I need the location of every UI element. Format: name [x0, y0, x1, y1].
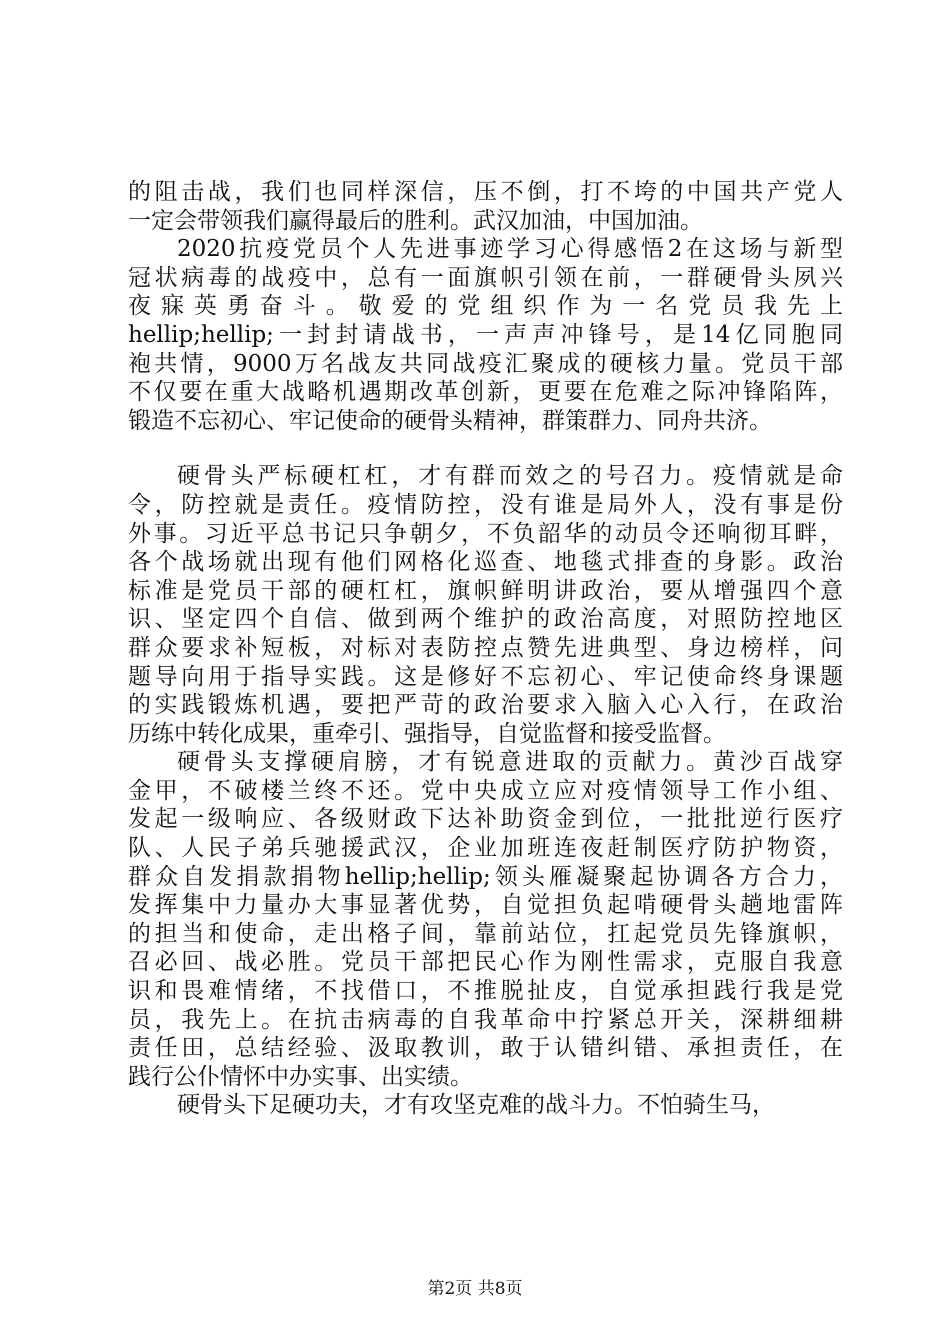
- text-line: 识和畏难情绪，不找借口，不推脱扯皮，自觉承担践行我是党: [128, 978, 843, 1005]
- text-line: hellip;hellip;一封封请战书，一声声冲锋号，是14亿同胞同: [128, 321, 843, 348]
- paragraph-gap: [128, 435, 843, 462]
- paragraph: [128, 748, 843, 1091]
- text-line: 硬骨头严标硬杠杠，才有群而效之的号召力。疫情就是命: [177, 463, 843, 490]
- text-line: 的实践锻炼机遇，要把严苛的政治要求入脑入心入行，在政治: [128, 692, 843, 719]
- text-line: 发挥集中力量办大事显著优势，自觉担负起啃硬骨头趟地雷阵: [128, 892, 843, 919]
- text-line: 发起一级响应、各级财政下达补助资金到位，一批批逆行医疗: [128, 806, 843, 833]
- text-line: 不仅要在重大战略机遇期改革创新，更要在危难之际冲锋陷阵，: [128, 379, 843, 406]
- text-line: 袍共情，9000万名战友共同战疫汇聚成的硬核力量。党员干部: [128, 350, 843, 377]
- text-line: 队、人民子弟兵驰援武汉，企业加班连夜赶制医疗防护物资，: [128, 835, 843, 862]
- text-line: 各个战场就出现有他们网格化巡查、地毯式排查的身影。政治: [128, 549, 843, 576]
- text-line: 识、坚定四个自信、做到两个维护的政治高度，对照防控地区: [128, 606, 843, 633]
- paragraph: [128, 462, 843, 748]
- text-line: 员，我先上。在抗击病毒的自我革命中拧紧总开关，深耕细耕: [128, 1006, 843, 1033]
- text-line: 标准是党员干部的硬杠杠，旗帜鲜明讲政治，要从增强四个意: [128, 577, 843, 604]
- text-line: 硬骨头下足硬功夫，才有攻坚克难的战斗力。不怕骑生马，: [177, 1092, 775, 1119]
- text-line: 群众要求补短板，对标对表防控点赞先进典型、身边榜样，问: [128, 634, 843, 661]
- text-line: 冠状病毒的战疫中，总有一面旗帜引领在前，一群硬骨头夙兴: [128, 264, 843, 291]
- paragraph: [128, 178, 843, 235]
- text-line: 令，防控就是责任。疫情防控，没有谁是局外人，没有事是份: [128, 491, 843, 518]
- text-line: 一定会带领我们赢得最后的胜利。武汉加油，中国加油。: [128, 207, 703, 234]
- paragraph: [128, 1091, 843, 1120]
- text-line: 金甲，不破楼兰终不还。党中央成立应对疫情领导工作小组、: [128, 777, 843, 804]
- text-line: 外事。习近平总书记只争朝夕，不负韶华的动员令还响彻耳畔，: [128, 520, 843, 547]
- text-line: 题导向用于指导实践。这是修好不忘初心、牢记使命终身课题: [128, 663, 843, 690]
- text-line: 责任田，总结经验、汲取教训，敢于认错纠错、承担责任，在: [128, 1035, 843, 1062]
- text-line: 群众自发捐款捐物hellip;hellip;领头雁凝聚起协调各方合力，: [128, 863, 843, 890]
- document-body: [128, 178, 843, 1120]
- text-line: 的担当和使命，走出格子间，靠前站位，扛起党员先锋旗帜，: [128, 920, 843, 947]
- text-line: 硬骨头支撑硬肩膀，才有锐意进取的贡献力。黄沙百战穿: [177, 749, 843, 776]
- paragraph: [128, 235, 843, 435]
- text-line: 召必回、战必胜。党员干部把民心作为刚性需求，克服自我意: [128, 949, 843, 976]
- page-footer: 第2页 共8页: [427, 1279, 523, 1299]
- text-line: 2020抗疫党员个人先进事迹学习心得感悟2在这场与新型: [177, 236, 843, 263]
- text-line: 的阻击战，我们也同样深信，压不倒，打不垮的中国共产党人: [128, 179, 843, 205]
- text-line: 锻造不忘初心、牢记使命的硬骨头精神，群策群力、同舟共济。: [128, 407, 772, 434]
- text-line: 践行公仆情怀中办实事、出实绩。: [128, 1063, 473, 1090]
- text-line: 夜寐英勇奋斗。敬爱的党组织作为一名党员我先上: [128, 293, 843, 320]
- text-line: 历练中转化成果，重牵引、强指导，自觉监督和接受监督。: [128, 720, 726, 747]
